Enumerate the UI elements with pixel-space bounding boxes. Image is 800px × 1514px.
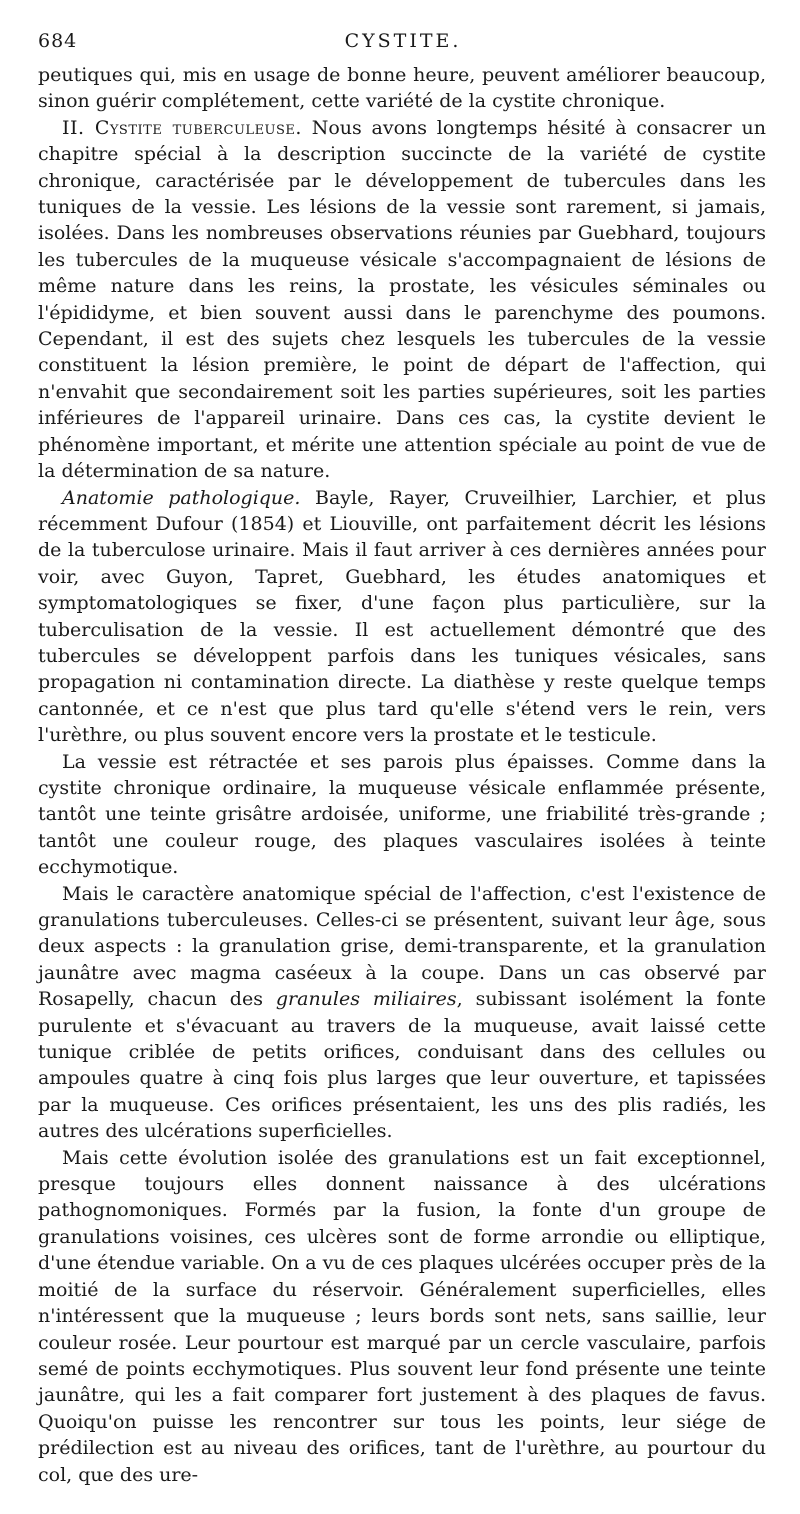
paragraph-cystite-tuberculeuse — [38, 115, 766, 485]
paragraph-continuation: peutiques qui, mis en usage de bonne heure, peuvent améliorer beaucoup, sinon guérir complétement, cette variété de la cystite chronique. — [38, 64, 766, 113]
paragraph-text: Mais le caractère anatomique spécial de l'affection, c'est l'existence de granulations tuberculeuses. Celles-ci se présentent, suivant leur âge, sous deux aspects : la granulation grise, demi-transparente, et la granulation jaunâtre avec magma caséeux à la coupe. Dans un cas observé par Rosapelly, chacun des — [38, 882, 766, 1011]
paragraph-ulcerations: Mais cette évolution isolée des granulations est un fait exceptionnel, presque toujours elles donnent naissance à des ulcérations pathognomoniques. Formés par la fusion, la fonte d'un groupe de granulations voisines, ces ulcères sont de forme arrondie ou elliptique, d'une étendue variable. On a vu de ces plaques ulcérées occuper près de la moitié de la surface du réservoir. Généralement superficielles, elles n'intéressent que la muqueuse ; leurs bords sont nets, sans saillie, leur couleur rosée. Leur pourtour est marqué par un cercle vasculaire, parfois semé de points ecchymotiques. Plus souvent leur fond présente une teinte jaunâtre, qui les a fait comparer fort justement à des plaques de favus. Quoiqu'on puisse les rencontrer sur tous les points, leur siége de prédilection est au niveau des orifices, tant de l'urèthre, au pourtour du col, que des ure- — [38, 1146, 766, 1486]
italic-term: granules miliaires — [275, 988, 457, 1011]
page-body — [38, 62, 766, 1488]
paragraph-granulations — [38, 881, 766, 1145]
section-heading: II. Cystite tuberculeuse. — [62, 116, 302, 139]
paragraph-anatomie — [38, 485, 766, 749]
paragraph-text: , subissant isolément la fonte purulente et s'évacuant au travers de la muqueuse, avait laissé cette tunique criblée de petits orifices, conduisant dans des cellules ou ampoules quatre à cinq fois plus larges que leur ouverture, et tapissées par la muqueuse. Ces orifices présentaient, les uns des plis radiés, les autres des ulcérations superficielles. — [38, 988, 766, 1143]
paragraph-text: Bayle, Rayer, Cruveilhier, Larchier, et plus récemment Dufour (1854) et Liouville, ont parfaitement décrit les lésions de la tuberculose urinaire. Mais il faut arriver à ces dernières années pour voir, avec Guyon, Tapret, Guebhard, les études anatomiques et symptomatologiques se fixer, d'une façon plus particulière, sur la tuberculisation de la vessie. Il est actuellement démontré que des tubercules se développent parfois dans les tuniques vésicales, sans propagation ni contamination directe. La diathèse y reste quelque temps cantonnée, et ce n'est que plus tard qu'elle s'étend vers le rein, vers l'urèthre, ou plus souvent encore vers la prostate et le testicule. — [38, 486, 766, 747]
page-number: 684 — [38, 30, 78, 52]
running-title: CYSTITE. — [344, 30, 462, 52]
paragraph-vessie: La vessie est rétractée et ses parois plus épaisses. Comme dans la cystite chronique ordinaire, la muqueuse vésicale enflammée présente, tantôt une teinte grisâtre ardoisée, uniforme, une friabilité très-grande ; tantôt une couleur rouge, des plaques vasculaires isolées à teinte ecchymotique. — [38, 750, 766, 879]
paragraph-text: Nous avons longtemps hésité à consacrer un chapitre spécial à la description succincte de la variété de cystite chronique, caractérisée par le développement de tubercules dans les tuniques de la vessie. Les lésions de la vessie sont rarement, si jamais, isolées. Dans les nombreuses observations réunies par Guebhard, toujours les tubercules de la muqueuse vésicale s'accompagnaient de lésions de même nature dans les reins, la prostate, les vésicules séminales ou l'épididyme, et bien souvent aussi dans le parenchyme des poumons. Cependant, il est des sujets chez lesquels les tubercules de la vessie constituent la lésion première, le point de départ de l'affection, qui n'envahit que secondairement soit les parties supérieures, soit les parties inférieures de l'appareil urinaire. Dans ces cas, la cystite devient le phénomène important, et mérite une attention spéciale au point de vue de la détermination de sa nature. — [38, 116, 766, 483]
subsection-heading: Anatomie pathologique. — [62, 486, 301, 509]
page-header — [38, 30, 768, 60]
